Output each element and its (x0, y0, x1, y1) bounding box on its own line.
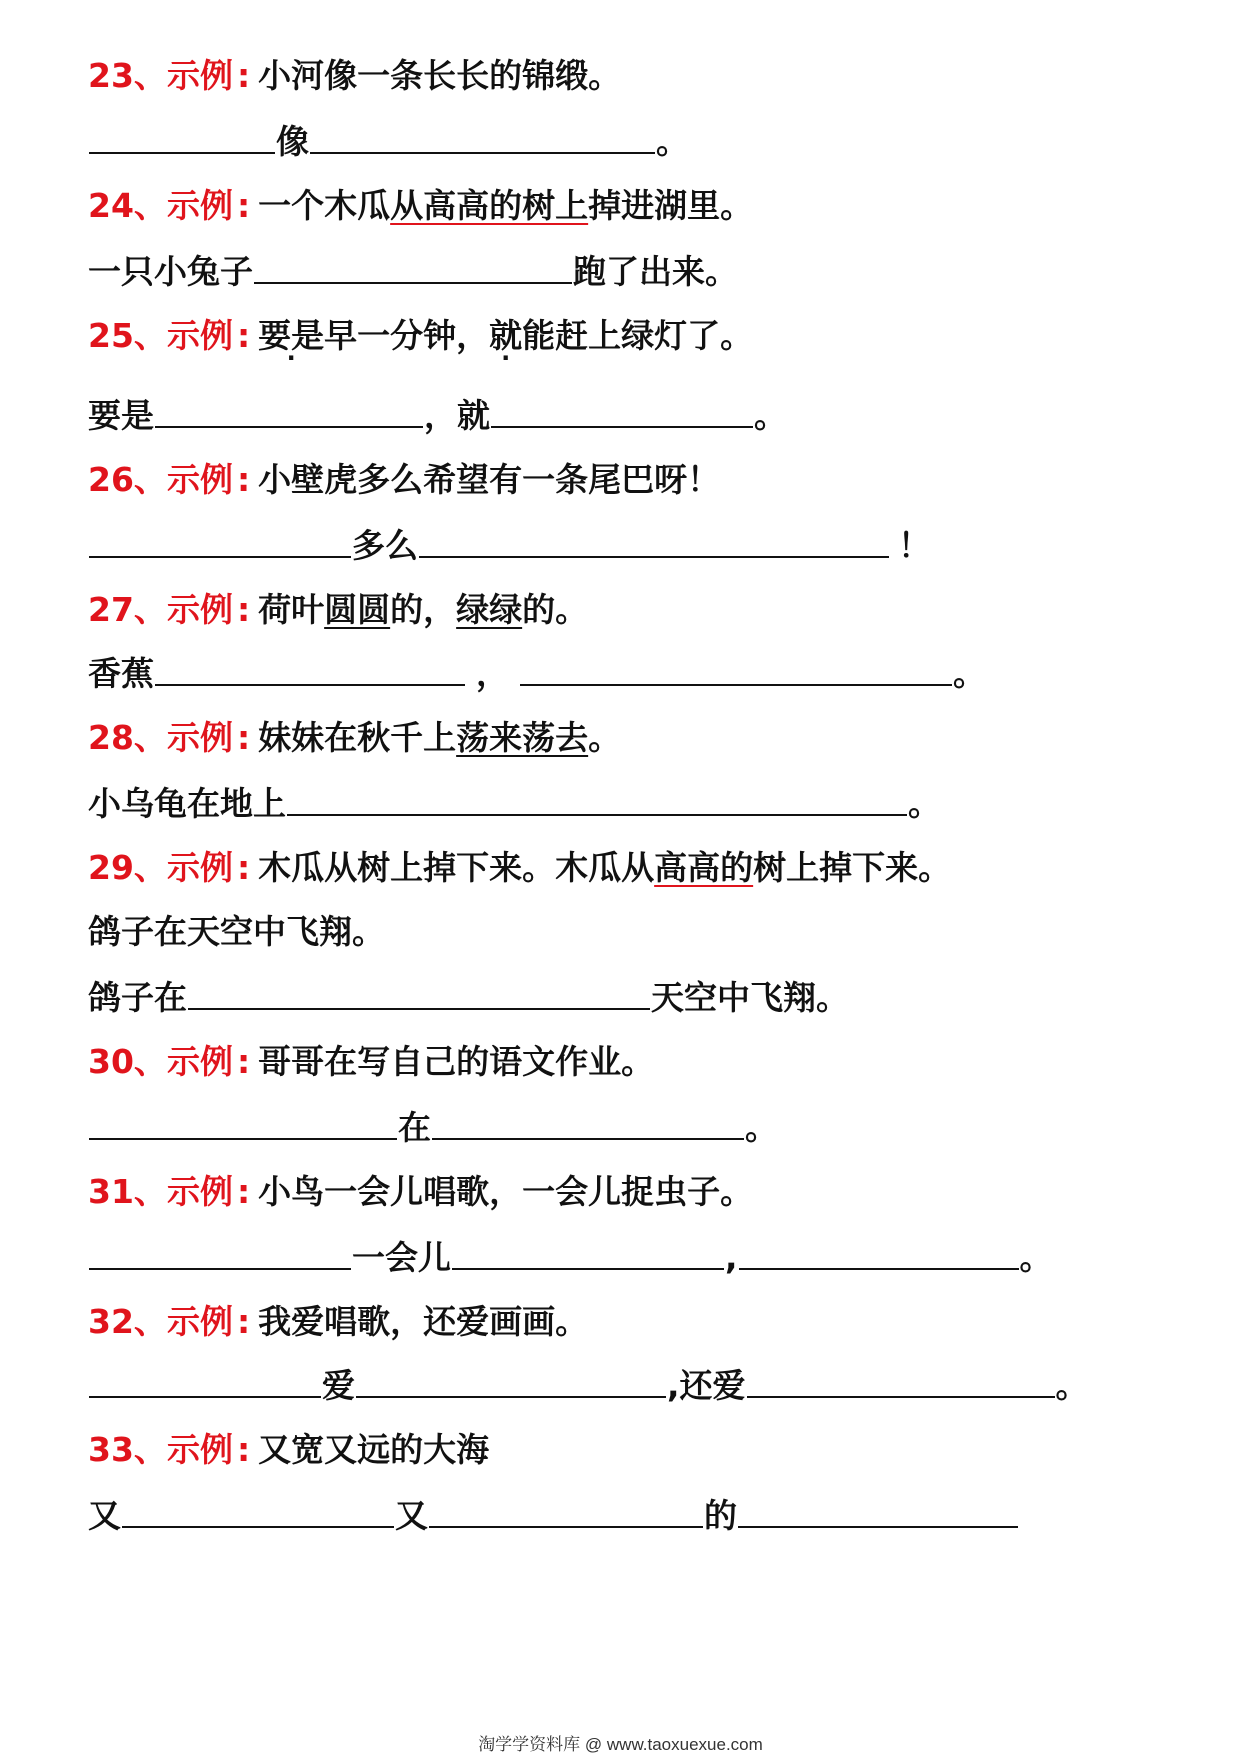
question-number: 29、 (88, 848, 167, 887)
question-23-answer (88, 112, 689, 161)
question-25-answer (88, 386, 787, 435)
answer-blank[interactable] (89, 1134, 397, 1140)
answer-blank[interactable] (432, 1134, 744, 1140)
example-emphasized: 就 · (489, 319, 522, 352)
answer-blank[interactable] (738, 1522, 1018, 1528)
colon: : (236, 718, 251, 757)
example-label: 示例 (166, 186, 233, 225)
question-number: 28、 (88, 718, 167, 757)
example-label: 示例 (166, 1172, 233, 1211)
question-number: 30、 (88, 1042, 167, 1081)
answer-blank[interactable] (520, 680, 952, 686)
answer-text: 的 (704, 1496, 737, 1535)
example-sentence: 的， (390, 590, 457, 629)
colon: : (236, 186, 251, 225)
example-underlined: 高高的 (654, 848, 754, 887)
answer-text: 又 (395, 1496, 428, 1535)
answer-text: ， (476, 654, 509, 693)
answer-blank[interactable] (89, 1392, 321, 1398)
example-sentence: 小鸟一会儿唱歌，一会儿捉虫子。 (258, 1172, 754, 1211)
question-27-example (88, 580, 589, 629)
answer-text: 。 (953, 654, 986, 693)
answer-blank[interactable] (89, 1264, 351, 1270)
example-underlined: 圆圆 (324, 590, 391, 629)
colon: : (236, 56, 251, 95)
example-label: 示例 (166, 316, 233, 355)
given-sentence: 鸽子在天空中飞翔。 (88, 912, 385, 951)
example-sentence: 树上掉下来。 (753, 848, 952, 887)
example-label: 示例 (166, 848, 233, 887)
answer-text: 又 (88, 1496, 121, 1535)
colon: : (236, 590, 251, 629)
answer-text: 。 (1019, 1238, 1053, 1277)
example-sentence: 小河像一条长长的锦缎。 (258, 56, 622, 95)
example-underlined: 荡来荡去 (456, 718, 589, 757)
answer-text: 。 (754, 396, 787, 435)
example-label: 示例 (166, 1302, 233, 1341)
question-32-example (88, 1292, 589, 1341)
example-label: 示例 (166, 1430, 233, 1469)
example-sentence: 木瓜从树上掉下来。木瓜从 (258, 848, 655, 887)
answer-text: ，就 (424, 396, 490, 435)
colon: : (236, 1172, 251, 1211)
example-underlined: 从高高的树上 (390, 186, 589, 225)
answer-text: 像 (276, 122, 309, 161)
example-underlined: 绿绿 (456, 590, 523, 629)
question-number: 24、 (88, 186, 167, 225)
example-sentence: 能赶上绿灯了。 (522, 316, 754, 355)
question-33-answer (88, 1486, 1019, 1535)
question-28-example (88, 708, 622, 757)
answer-text: 天空中飞翔。 (651, 978, 849, 1017)
answer-text: 一会儿 (352, 1238, 451, 1277)
answer-text: ,还爱 (667, 1366, 746, 1405)
colon: : (236, 848, 251, 887)
answer-text: , (725, 1238, 738, 1277)
answer-text: 小乌龟在地上 (88, 784, 286, 823)
question-25-example (88, 306, 754, 355)
example-sentence: 的。 (522, 590, 589, 629)
question-number: 31、 (88, 1172, 167, 1211)
question-29-given (88, 902, 385, 951)
page-footer: 淘学学资料库 @ www.taoxuexue.com (478, 1735, 763, 1754)
answer-blank[interactable] (287, 810, 907, 816)
question-28-answer (88, 774, 941, 823)
question-32-answer (88, 1356, 1089, 1405)
answer-text: 。 (745, 1108, 778, 1147)
example-sentence: 我爱唱歌，还爱画画。 (258, 1302, 589, 1341)
answer-text: 要是 (88, 396, 154, 435)
example-sentence: 早一分钟， (324, 316, 490, 355)
answer-blank[interactable] (491, 422, 753, 428)
question-number: 25、 (88, 316, 167, 355)
answer-text: ！ (898, 526, 931, 565)
answer-text: 跑了出来。 (573, 252, 738, 291)
example-sentence: 小壁虎多么希望有一条尾巴呀！ (258, 460, 721, 499)
answer-blank[interactable] (89, 148, 275, 154)
answer-text: 鸽子在 (88, 978, 187, 1017)
question-number: 33、 (88, 1430, 167, 1469)
example-label: 示例 (166, 718, 233, 757)
answer-text: 多么 (352, 526, 418, 565)
question-27-answer (88, 644, 986, 693)
question-number: 26、 (88, 460, 167, 499)
colon: : (236, 460, 251, 499)
answer-text: 。 (908, 784, 941, 823)
answer-blank[interactable] (310, 148, 655, 154)
answer-blank[interactable] (122, 1522, 394, 1528)
answer-blank[interactable] (188, 1004, 650, 1010)
example-label: 示例 (166, 1042, 233, 1081)
question-29-answer (88, 968, 849, 1017)
answer-blank[interactable] (155, 680, 465, 686)
answer-blank[interactable] (155, 422, 423, 428)
question-31-answer (88, 1228, 1053, 1277)
answer-blank[interactable] (356, 1392, 666, 1398)
answer-blank[interactable] (429, 1522, 703, 1528)
example-sentence: 妹妹在秋千上 (258, 718, 457, 757)
example-label: 示例 (166, 590, 233, 629)
question-31-example (88, 1162, 754, 1211)
question-29-example (88, 838, 952, 887)
question-23-example (88, 46, 622, 95)
question-30-example (88, 1032, 655, 1081)
question-number: 27、 (88, 590, 167, 629)
colon: : (236, 316, 251, 355)
example-sentence: 哥哥在写自己的语文作业。 (258, 1042, 655, 1081)
answer-blank[interactable] (739, 1264, 1019, 1270)
example-emphasized: 要是 · (258, 319, 324, 352)
example-sentence: 荷叶 (258, 590, 325, 629)
answer-blank[interactable] (452, 1264, 724, 1270)
answer-text: 。 (656, 122, 689, 161)
answer-text: 。 (1055, 1366, 1089, 1405)
question-26-answer (88, 516, 931, 565)
example-sentence: 。 (588, 718, 622, 757)
question-24-answer (88, 242, 738, 291)
question-number: 32、 (88, 1302, 167, 1341)
question-number: 23、 (88, 56, 167, 95)
answer-text: 一只小兔子 (88, 252, 253, 291)
colon: : (236, 1430, 251, 1469)
answer-text: 香蕉 (88, 654, 154, 693)
example-label: 示例 (166, 460, 233, 499)
answer-text: 在 (398, 1108, 431, 1147)
answer-text: 爱 (322, 1366, 355, 1405)
question-26-example (88, 450, 721, 499)
example-sentence: 掉进湖里。 (588, 186, 754, 225)
colon: : (236, 1042, 251, 1081)
question-33-example (88, 1420, 490, 1469)
answer-blank[interactable] (89, 552, 351, 558)
example-sentence: 一个木瓜 (258, 186, 391, 225)
question-30-answer (88, 1098, 778, 1147)
answer-blank[interactable] (254, 278, 572, 284)
answer-blank[interactable] (747, 1392, 1055, 1398)
colon: : (236, 1302, 251, 1341)
question-24-example (88, 176, 754, 225)
example-sentence: 又宽又远的大海 (258, 1430, 490, 1469)
example-label: 示例 (166, 56, 233, 95)
answer-blank[interactable] (419, 552, 889, 558)
